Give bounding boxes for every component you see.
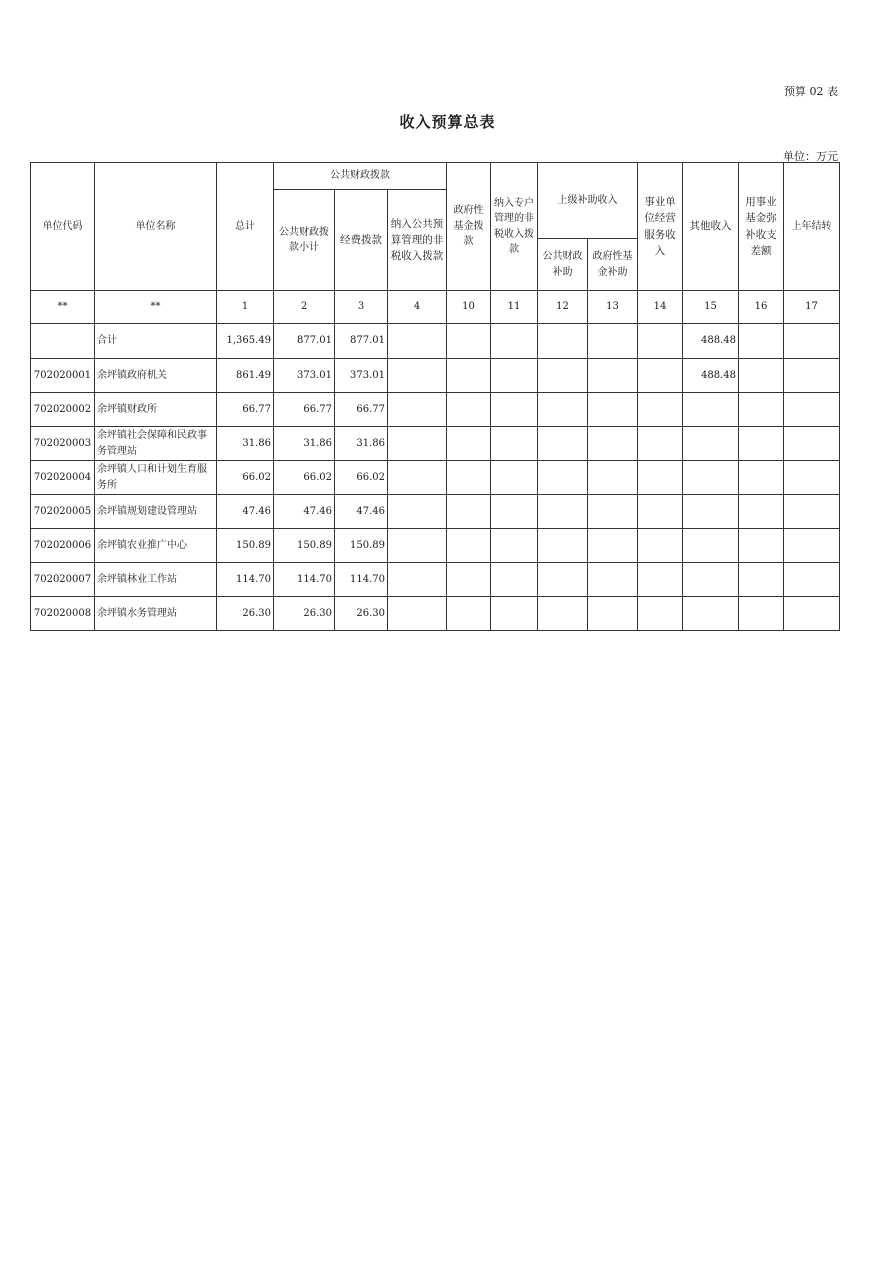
cell-name: 余坪镇农业推广中心 [95,529,217,563]
header-name: 单位名称 [95,163,217,291]
cell-funding: 66.02 [335,461,388,495]
cell-subtotal: 47.46 [274,495,335,529]
header-service-income: 事业单位经营服务收入 [638,163,683,291]
cell-subtotal: 877.01 [274,324,335,359]
cell-code: 702020004 [31,461,95,495]
cell-empty [638,359,683,393]
cell-empty [491,529,538,563]
cell-funding: 66.77 [335,393,388,427]
index-cell: 13 [588,291,638,324]
cell-empty [739,427,784,461]
header-other-income: 其他收入 [683,163,739,291]
cell-empty [784,324,840,359]
cell-empty [388,359,447,393]
index-cell: 10 [447,291,491,324]
cell-subtotal: 31.86 [274,427,335,461]
cell-empty [784,427,840,461]
unit-label: 单位：万元 [783,150,838,163]
cell-empty [447,563,491,597]
cell-empty [447,597,491,631]
cell-code: 702020006 [31,529,95,563]
cell-empty [739,563,784,597]
cell-code: 702020007 [31,563,95,597]
header-code: 单位代码 [31,163,95,291]
cell-empty [491,393,538,427]
table-row [31,597,840,631]
cell-funding: 114.70 [335,563,388,597]
cell-empty [538,597,588,631]
cell-empty [447,529,491,563]
cell-empty [388,461,447,495]
cell-empty [491,495,538,529]
cell-total: 1,365.49 [217,324,274,359]
cell-code: 702020008 [31,597,95,631]
cell-empty [388,563,447,597]
cell-empty [538,324,588,359]
cell-empty [638,597,683,631]
table-row [31,393,840,427]
cell-name: 余坪镇林业工作站 [95,563,217,597]
cell-code: 702020003 [31,427,95,461]
cell-code: 702020005 [31,495,95,529]
cell-empty [447,324,491,359]
cell-empty [388,427,447,461]
cell-empty [638,529,683,563]
income-budget-table [30,162,840,631]
cell-name: 余坪镇规划建设管理站 [95,495,217,529]
cell-total: 66.02 [217,461,274,495]
header-public-group: 公共财政拨款 [274,163,447,190]
cell-empty [739,359,784,393]
header-superior-gov-fund: 政府性基金补助 [588,239,638,291]
cell-other-income [683,393,739,427]
cell-empty [447,427,491,461]
cell-code: 702020001 [31,359,95,393]
header-superior-group: 上级补助收入 [538,163,638,239]
cell-empty [388,597,447,631]
cell-name: 余坪镇人口和计划生育服务所 [95,461,217,495]
index-cell: 15 [683,291,739,324]
index-cell: 12 [538,291,588,324]
page-title: 收入预算总表 [399,113,496,131]
cell-empty [388,495,447,529]
cell-empty [638,427,683,461]
cell-name: 余坪镇财政所 [95,393,217,427]
index-cell: 17 [784,291,840,324]
cell-empty [491,597,538,631]
cell-empty [784,461,840,495]
index-cell: 1 [217,291,274,324]
cell-empty [739,324,784,359]
cell-empty [538,529,588,563]
table-row [31,359,840,393]
cell-total: 861.49 [217,359,274,393]
cell-empty [447,461,491,495]
cell-funding: 26.30 [335,597,388,631]
table-row [31,495,840,529]
cell-other-income [683,597,739,631]
cell-empty [588,563,638,597]
cell-subtotal: 66.02 [274,461,335,495]
cell-total: 114.70 [217,563,274,597]
cell-funding: 877.01 [335,324,388,359]
cell-code [31,324,95,359]
cell-empty [588,495,638,529]
cell-empty [491,461,538,495]
cell-empty [784,495,840,529]
cell-empty [491,324,538,359]
cell-empty [538,495,588,529]
cell-empty [447,495,491,529]
cell-empty [588,359,638,393]
cell-empty [538,359,588,393]
cell-empty [538,461,588,495]
header-total: 总计 [217,163,274,291]
header-gov-fund: 政府性基金拨款 [447,163,491,291]
header-nontax-special: 纳入专户管理的非税收入拨款 [491,163,538,291]
cell-empty [588,461,638,495]
header-nontax-public: 纳入公共预算管理的非税收入拨款 [388,190,447,291]
cell-empty [491,563,538,597]
cell-subtotal: 373.01 [274,359,335,393]
table-row [31,563,840,597]
index-cell: 11 [491,291,538,324]
cell-total: 47.46 [217,495,274,529]
index-cell: 16 [739,291,784,324]
cell-funding: 150.89 [335,529,388,563]
table-row [31,461,840,495]
cell-empty [638,495,683,529]
cell-empty [784,529,840,563]
cell-empty [784,359,840,393]
cell-empty [388,324,447,359]
cell-funding: 47.46 [335,495,388,529]
index-cell: 2 [274,291,335,324]
cell-name: 余坪镇社会保障和民政事务管理站 [95,427,217,461]
cell-empty [588,597,638,631]
cell-funding: 373.01 [335,359,388,393]
cell-empty [638,563,683,597]
cell-name: 余坪镇政府机关 [95,359,217,393]
header-funding: 经费拨款 [335,190,388,291]
cell-empty [491,427,538,461]
cell-empty [388,393,447,427]
cell-total: 66.77 [217,393,274,427]
cell-empty [388,529,447,563]
cell-empty [538,563,588,597]
cell-empty [588,529,638,563]
cell-total: 26.30 [217,597,274,631]
index-cell: 14 [638,291,683,324]
cell-empty [588,393,638,427]
table-row [31,529,840,563]
cell-empty [538,393,588,427]
cell-empty [638,393,683,427]
header-superior-public: 公共财政补助 [538,239,588,291]
cell-subtotal: 26.30 [274,597,335,631]
cell-empty [784,393,840,427]
cell-other-income: 488.48 [683,359,739,393]
cell-empty [538,427,588,461]
cell-name: 合计 [95,324,217,359]
cell-subtotal: 114.70 [274,563,335,597]
index-row [31,291,840,324]
cell-subtotal: 66.77 [274,393,335,427]
cell-total: 31.86 [217,427,274,461]
cell-empty [739,597,784,631]
cell-empty [784,597,840,631]
cell-empty [739,461,784,495]
cell-other-income [683,529,739,563]
cell-total: 150.89 [217,529,274,563]
header-reserve-fund: 用事业基金弥补收支差额 [739,163,784,291]
index-cell: ** [95,291,217,324]
cell-funding: 31.86 [335,427,388,461]
header-public-subtotal: 公共财政拨款小计 [274,190,335,291]
cell-other-income [683,461,739,495]
cell-subtotal: 150.89 [274,529,335,563]
cell-other-income [683,427,739,461]
index-cell: 3 [335,291,388,324]
cell-empty [588,427,638,461]
cell-other-income: 488.48 [683,324,739,359]
header-carryover: 上年结转 [784,163,840,291]
cell-other-income [683,495,739,529]
cell-other-income [683,563,739,597]
cell-name: 余坪镇水务管理站 [95,597,217,631]
cell-empty [739,529,784,563]
table-row [31,427,840,461]
cell-empty [447,359,491,393]
cell-empty [739,495,784,529]
index-cell: ** [31,291,95,324]
cell-empty [588,324,638,359]
cell-empty [491,359,538,393]
index-cell: 4 [388,291,447,324]
cell-empty [638,324,683,359]
table-row-total [31,324,840,359]
form-number: 预算 02 表 [784,85,838,98]
cell-empty [784,563,840,597]
cell-empty [638,461,683,495]
cell-empty [447,393,491,427]
cell-code: 702020002 [31,393,95,427]
cell-empty [739,393,784,427]
